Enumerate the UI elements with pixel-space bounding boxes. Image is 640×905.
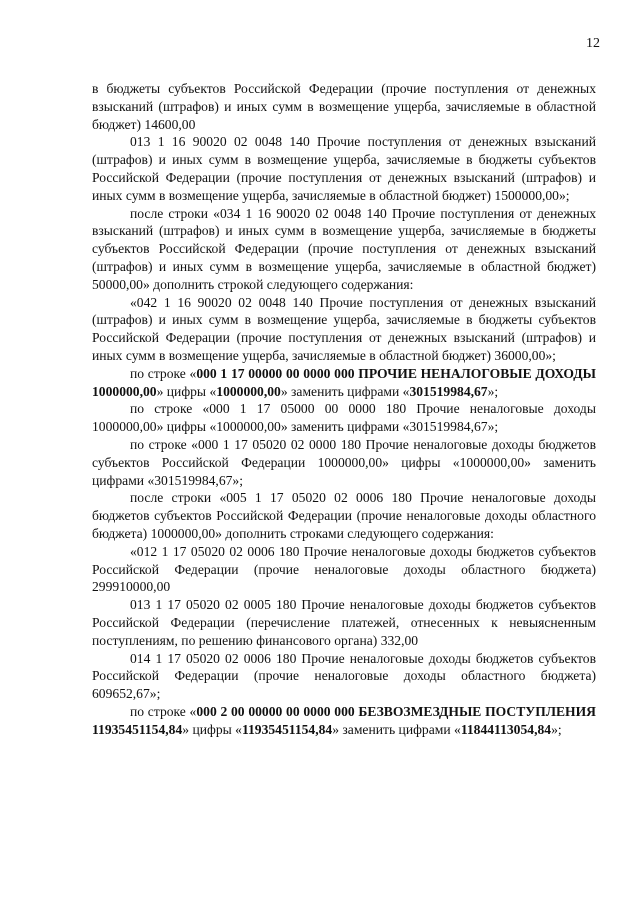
text-run: после строки «034 1 16 90020 02 0048 140 Прочие поступления от денежных взысканий (штрафов) и иных сумм в возмещение ущерба, зачисляемые в бюджеты субъектов Российской Федерации (прочие поступления от денежных взысканий (штрафов) и иных сумм в возмещение ущерба, зачисляемые в областной бюджет) 50000,00» дополнить строкой следующего содержания:: [92, 205, 596, 292]
document-body: [92, 80, 596, 738]
text-run: в бюджеты субъектов Российской Федерации (прочие поступления от денежных взысканий (штрафов) и иных сумм в возмещение ущерба, зачисляемые в областной бюджет) 14600,00: [92, 81, 596, 132]
text-run: » заменить цифрами «: [332, 721, 461, 737]
paragraph-p2: [92, 205, 596, 294]
bold-text-run: 11935451154,84: [241, 721, 333, 737]
text-run: 013 1 16 90020 02 0048 140 Прочие поступления от денежных взысканий (штрафов) и иных сумм в возмещение ущерба, зачисляемые в бюджеты субъектов Российской Федерации (прочие поступления от денежных взысканий (штрафов) и иных сумм в возмещение ущерба, зачисляемые в областной бюджет) 1500000,00»;: [92, 134, 596, 203]
bold-text-run: 000 2 00 00000 00 0000 000 БЕЗВОЗМЕЗДНЫЕ ПОСТУПЛЕНИЯ 11935451154,84: [92, 703, 596, 737]
paragraph-p3: [92, 294, 596, 365]
text-run: » цифры «: [156, 383, 217, 399]
paragraph-p0: [92, 80, 596, 133]
text-run: » заменить цифрами «: [280, 383, 410, 399]
paragraph-p10: [92, 650, 596, 703]
text-run: 014 1 17 05020 02 0006 180 Прочие неналоговые доходы бюджетов субъектов Российской Федерации (прочие неналоговые доходы областного бюджета) 609652,67»;: [92, 650, 596, 702]
bold-text-run: 11844113054,84: [460, 721, 552, 737]
paragraph-p9: [92, 596, 596, 649]
text-run: » цифры «: [182, 721, 242, 737]
text-run: по строке «: [130, 703, 197, 719]
text-run: по строке «: [130, 365, 197, 381]
text-run: после строки «005 1 17 05020 02 0006 180 Прочие неналоговые доходы бюджетов субъектов Российской Федерации (прочие неналоговые доходы областного бюджета) 1000000,00» дополнить строками следующего содержания:: [92, 490, 596, 541]
paragraph-p4: [92, 365, 596, 401]
text-run: »;: [487, 383, 499, 399]
text-run: по строке «000 1 17 05000 00 0000 180 Прочие неналоговые доходы 1000000,00» цифры «1000000,00» заменить цифрами «301519984,67»;: [92, 401, 596, 435]
text-run: «042 1 16 90020 02 0048 140 Прочие поступления от денежных взысканий (штрафов) и иных сумм в возмещение ущерба, зачисляемые в бюджеты субъектов Российской Федерации (прочие поступления от денежных взысканий (штрафов) и иных сумм в возмещение ущерба, зачисляемые в областной бюджет) 36000,00»;: [92, 294, 596, 363]
paragraph-p1: [92, 133, 596, 204]
paragraph-p5: [92, 400, 596, 436]
text-run: по строке «000 1 17 05020 02 0000 180 Прочие неналоговые доходы бюджетов субъектов Российской Федерации 1000000,00» цифры «1000000,00» заменить цифрами «301519984,67»;: [92, 436, 596, 488]
paragraph-p8: [92, 543, 596, 596]
text-run: 013 1 17 05020 02 0005 180 Прочие неналоговые доходы бюджетов субъектов Российской Федерации (перечисление платежей, отнесенных к невыясненным поступлениям, по решению финансового органа) 332,00: [92, 597, 596, 648]
text-run: «012 1 17 05020 02 0006 180 Прочие неналоговые доходы бюджетов субъектов Российской Федерации (прочие неналоговые доходы областного бюджета) 299910000,00: [92, 543, 596, 595]
bold-text-run: 301519984,67: [409, 383, 488, 399]
bold-text-run: 1000000,00: [216, 383, 281, 399]
paragraph-p11: [92, 703, 596, 739]
paragraph-p6: [92, 436, 596, 489]
bold-text-run: 000 1 17 00000 00 0000 000 ПРОЧИЕ НЕНАЛОГОВЫЕ ДОХОДЫ 1000000,00: [92, 365, 596, 399]
text-run: »;: [551, 721, 562, 737]
paragraph-p7: [92, 489, 596, 542]
page-number: 12: [586, 36, 600, 51]
